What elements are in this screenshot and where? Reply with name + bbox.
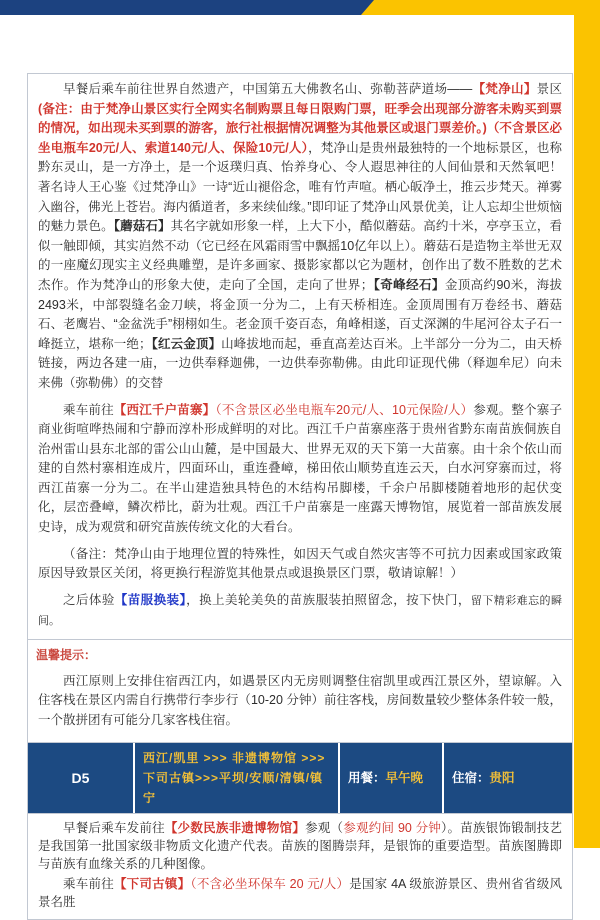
- banner-blue-segment: [0, 0, 600, 15]
- text-segment: ，梵净山是贵州最独特的一个地标景区，也称黔东灵山，是一方净土，是一个返璞归真、怡养身心、令人遐思神往的人间仙景和天然氧吧！著名诗人王心鉴《过梵净山》一诗“近山褪俗念，唯有竹声喧。栖心皈净土，推云步梵天。禅雾入幽谷，佛光上苍岩。海内循道者，多来续仙缘。”即印证了梵净山风景优美，让人忘却尘世烦恼的魅力景色。: [38, 140, 562, 234]
- xiasi-ancient-town-paragraph: [38, 875, 562, 911]
- lodging-value: 贵阳: [489, 770, 515, 785]
- meals-value: 早午晚: [385, 770, 424, 785]
- lodging-cell: [444, 743, 572, 813]
- text-segment: 早餐后乘车发前往: [63, 821, 165, 836]
- text-segment: 之后体验: [63, 592, 115, 607]
- text-segment: 【奇峰经石】: [373, 277, 445, 292]
- day4-description-cell: [28, 74, 572, 639]
- text-segment: （备注：梵净山由于地理位置的特殊性，如因天气或自然灾害等不可抗力因素或国家政策原因导致景区关闭，将更换行程游览其他景点或退换景区门票，敬请谅解！）: [38, 546, 562, 581]
- top-banner: [0, 0, 600, 15]
- lodging-label: 住宿：: [452, 770, 490, 785]
- text-segment: 乘车前往: [63, 877, 114, 892]
- itinerary-table: [27, 73, 573, 920]
- text-segment: 是国家 4A 级旅游景区、贵州省省级风景名胜: [38, 877, 562, 910]
- text-segment: 【红云金顶】: [151, 336, 222, 351]
- tips-title: 温馨提示：: [28, 639, 572, 668]
- text-segment: 乘车前往: [63, 402, 114, 417]
- meals-cell: [340, 743, 444, 813]
- fanjingshan-paragraph: [38, 80, 562, 394]
- tips-body: 西江原则上安排住宿西江内，如遇景区内无房则调整住宿凯里或西江景区外，望谅解。入住客栈在景区内需自行携带行李步行（10-20 分钟）前往客栈，房间数量较少整体条件较一般，一个散拼团有可能分几家客栈住宿。: [38, 673, 562, 727]
- text-segment: 留下精彩难忘的瞬间。: [38, 594, 562, 628]
- miao-costume-paragraph: [38, 591, 562, 632]
- xijiang-miao-village-paragraph: [38, 401, 562, 538]
- text-segment: （不含景区必坐电瓶车20元/人、10元保险/人）: [215, 402, 474, 417]
- text-segment: 【苗服换装】: [114, 592, 187, 607]
- text-segment: 其名字就如形象一样，上大下小，酷似蘑菇。高约十米，亭亭玉立，看似一触即倾，其实岿然不动（它已经在风霜雨雪中飘摇10亿年以上）。蘑菇石是造物主举世无双的一座魔幻现实主义经典雕塑，是许多画家、摄影家都以它为题材，创作出了数不胜数的艺术杰作。作为梵净山的形象大使，走向了全国，走向了世界；: [38, 219, 562, 292]
- text-segment: ，换上美轮美奂的苗族服装拍照留念，按下快门，: [186, 592, 471, 607]
- d5-itinerary-row: [28, 742, 572, 814]
- text-segment: ）。苗族银饰锻制技艺是我国第一批国家级非物质文化遗产代表。苗族的图腾崇拜，是银饰的重要造型。苗族图腾即与苗族有血缘关系的几种图像。: [38, 821, 562, 872]
- route-cell: 西江/凯里 >>> 非遗博物馆 >>> 下司古镇>>>平坝/安顺/清镇/镇宁: [135, 743, 340, 813]
- meals-label: 用餐：: [348, 770, 386, 785]
- text-segment: 【蘑菇石】: [113, 219, 171, 234]
- notice-paragraph: [38, 545, 562, 584]
- text-segment: 【西江千户苗寨】: [113, 402, 216, 417]
- text-segment: 参观（: [305, 821, 344, 836]
- heritage-museum-paragraph: [38, 819, 562, 873]
- text-segment: 山峰拔地而起，垂直高差达百米。上半部分一分为二，由天桥链接，两边各建一庙，一边供奉释迦佛，一边供奉弥勒佛。由此印证现代佛（释迦牟尼）向未来佛（弥勒佛）的交替: [38, 336, 562, 390]
- text-segment: 【梵净山】: [472, 82, 537, 96]
- day5-description-cell: [28, 814, 572, 919]
- text-segment: 参观。整个寨子商业街喧哗热闹和宁静而淳朴形成鲜明的对比。西江千户苗寨座落于贵州省黔东南苗族侗族自治州雷山县东北部的雷公山山麓，是中国最大、世界无双的天下第一大苗寨。由十余个依山而建的自然村寨相连成片，四面环山，重连叠嶂，梯田依山顺势直连云天，白水河穿寨而过，将西江苗寨一分为二。在半山建造独具特色的木结构吊脚楼，千余户吊脚楼随着地形的起伏变化，层峦叠嶂，鳞次栉比，蔚为壮观。西江千户苗寨是一座露天博物馆，展览着一部苗族发展史诗，成为观赏和研究苗族传统文化的大看台。: [38, 402, 562, 535]
- text-segment: 【少数民族非遗博物馆】: [164, 821, 306, 836]
- text-segment: 【下司古镇】: [113, 877, 191, 892]
- day-number-cell: D5: [28, 743, 135, 813]
- text-segment: 参观约间 90 分钟: [343, 821, 442, 836]
- page-edge-stripe: [574, 0, 600, 848]
- text-segment: 金顶高约90米，海拔2493米，中部裂缝名金刀峡，将金顶一分为二，上有天桥相连。金顶周围有万卷经书、蘑菇石、老鹰岩、“金盆洗手”栩栩如生。老金顶千姿百态，角峰相遂，百丈深渊的牛尾河谷太子石一峰挺立，堪称一绝；: [38, 277, 562, 351]
- text-segment: (备注：由于梵净山景区实行全网实名制购票且每日限购门票，旺季会出现部分游客未购买到票的情况，如出现未买到票的游客，旅行社根据情况调整为其他景区或退门票差价。)（不含景区必坐电瓶车20元/人、索道140元/人、保险10元/人）: [38, 101, 562, 155]
- text-segment: 早餐后乘车前往世界自然遗产，中国第五大佛教名山、弥勒菩萨道场——: [63, 82, 473, 96]
- text-segment: 景区: [536, 82, 562, 96]
- text-segment: （不含必坐环保车 20 元/人）: [190, 877, 350, 892]
